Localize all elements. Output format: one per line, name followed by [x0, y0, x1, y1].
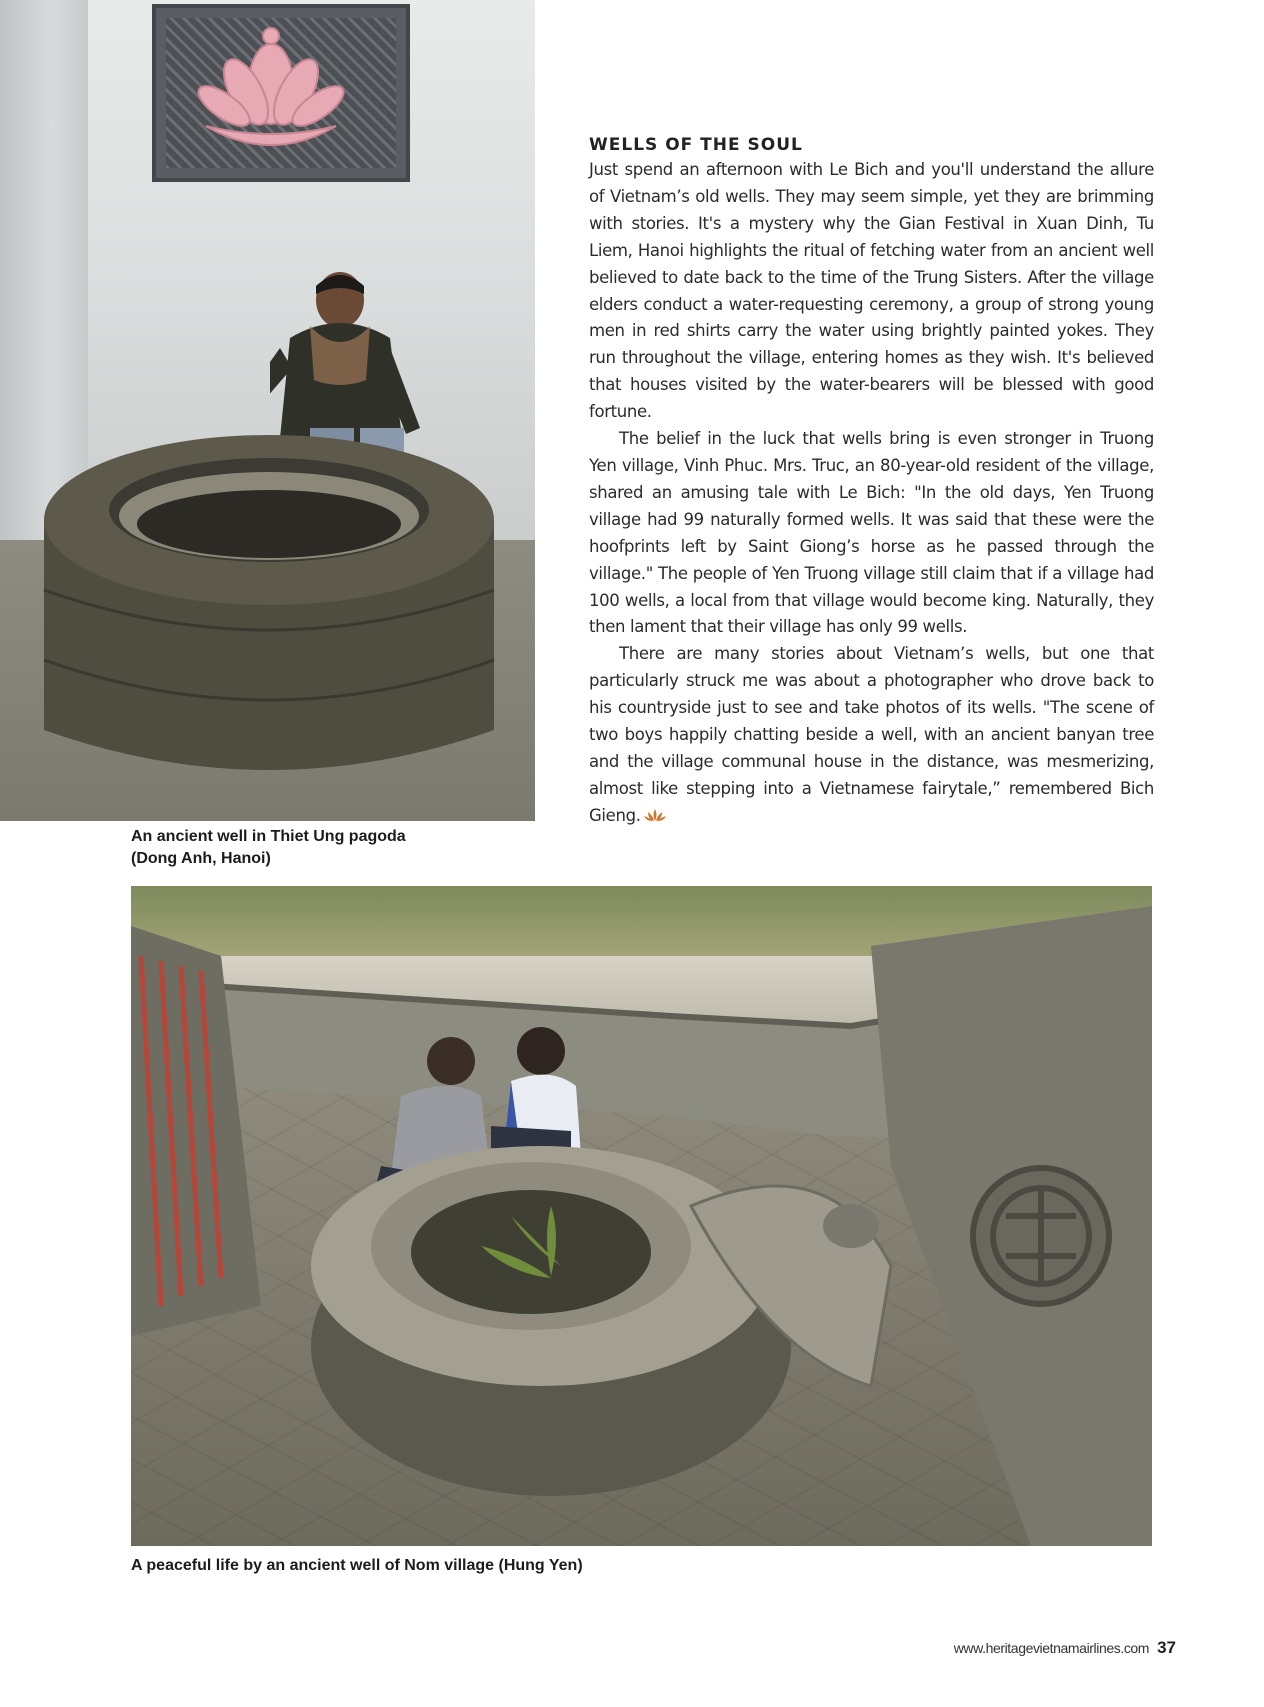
photo1-lotus-window: [152, 4, 410, 182]
photo1-caption: [131, 826, 551, 870]
lotus-end-mark-icon: [643, 808, 667, 822]
photo-boys-by-well-nom-village: [131, 886, 1152, 1546]
photo2-scene: [131, 886, 1152, 1546]
page-number: 37: [1157, 1638, 1176, 1657]
lotus-carving-icon: [186, 14, 356, 154]
photo2-caption: A peaceful life by an ancient well of Nom village (Hung Yen): [131, 1557, 583, 1574]
photo-ancient-well-thiet-ung: [0, 0, 535, 821]
article-body: [589, 133, 1154, 830]
photo1-caption-line1: An ancient well in Thiet Ung pagoda: [131, 828, 406, 845]
ancient-stone-well: [34, 430, 504, 790]
section-heading: WELLS OF THE SOUL: [589, 135, 803, 155]
page-footer: [954, 1638, 1176, 1658]
photo1-caption-line2: (Dong Anh, Hanoi): [131, 850, 271, 867]
article-paragraph: The belief in the luck that wells bring is even stronger in Truong Yen village, Vinh Phuc. Mrs. Truc, an 80-year-old resident of the village, shared an amusing tale with Le Bich: "In the old days, Yen Truong village had 99 naturally formed wells. It was said that these were the hoofprints left by Saint Giong’s horse as he passed through the village." The people of Yen Truong village still claim that if a village had 100 wells, a local from that village would become king. Naturally, they then lament that their village has only 99 wells.: [589, 429, 1154, 637]
article-paragraph-last: [589, 641, 1154, 829]
footer-website-url: www.heritagevietnamairlines.com: [953, 1640, 1150, 1656]
article-paragraph-text: There are many stories about Vietnam’s wells, but one that particularly struck me was about a photographer who drove back to his countryside just to see and take photos of its wells. "The scene of two boys happily chatting beside a well, with an ancient banyan tree and the village communal house in the distance, was mesmerizing, almost like stepping into a Vietnamese fairytale,” remembered Bich Gieng.: [589, 644, 1154, 825]
article-paragraph: Just spend an afternoon with Le Bich and you'll understand the allure of Vietnam’s old wells. They may seem simple, yet they are brimming with stories. It's a mystery why the Gian Festival in Xuan Dinh, Tu Liem, Hanoi highlights the ritual of fetching water from an ancient well believed to date back to the time of the Trung Sisters. After the village elders conduct a water-requesting ceremony, a group of strong young men in red shirts carry the water using brightly painted yokes. They run throughout the village, entering homes as they wish. It's believed that houses visited by the water-bearers will be blessed with good fortune.: [589, 160, 1154, 422]
